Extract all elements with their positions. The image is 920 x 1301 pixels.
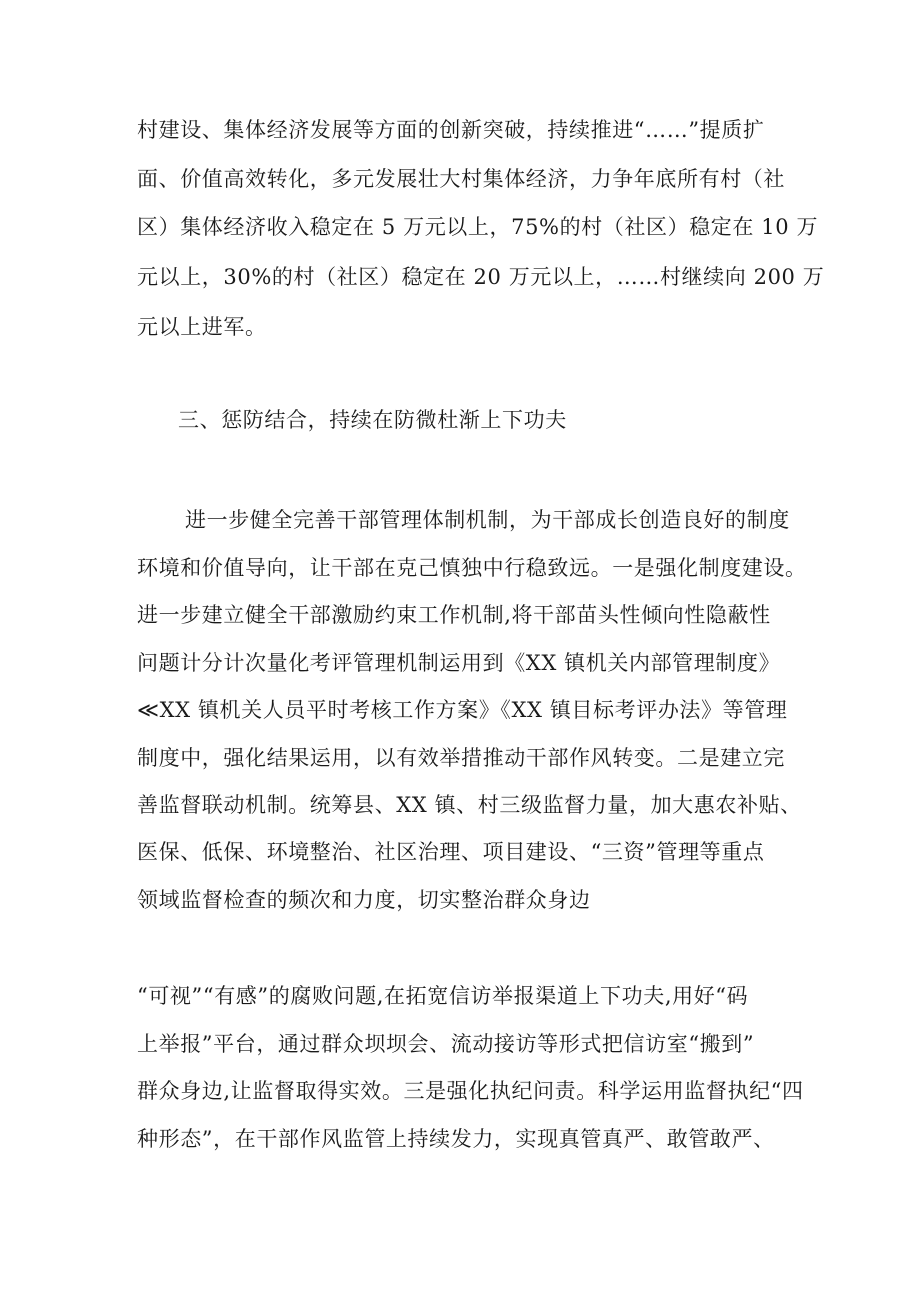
paragraph2-line-6: 制度中，强化结果运用，以有效举措推动干部作风转变。二是建立完 [137, 746, 785, 770]
section-heading: 三、惩防结合，持续在防微杜渐上下功夫 [178, 408, 567, 432]
paragraph1-line-4: 元以上，30%的村（社区）稳定在 20 万元以上，……村继续向 200 万 [137, 265, 825, 289]
paragraph2-line-8: 医保、低保、环境整治、社区治理、项目建设、“三资”管理等重点 [137, 840, 765, 864]
paragraph3-line-4: 种形态”，在干部作风监管上持续发力，实现真管真严、敢管敢严、 [137, 1127, 775, 1151]
paragraph3-line-3: 群众身边,让监督取得实效。三是强化执纪问责。科学运用监督执纪“四 [137, 1079, 804, 1103]
paragraph2-line-1: 进一步健全完善干部管理体制机制，为干部成长创造良好的制度 [185, 508, 790, 532]
paragraph1-line-2: 面、价值高效转化，多元发展壮大村集体经济，力争年底所有村（社 [137, 167, 785, 191]
paragraph3-line-1: “可视”“有感”的腐败问题,在拓宽信访举报渠道上下功夫,用好“码 [137, 984, 749, 1008]
paragraph2-line-9: 领域监督检查的频次和力度，切实整治群众身边 [137, 888, 591, 912]
paragraph2-line-5: ≪XX 镇机关人员平时考核工作方案》《XX 镇目标考评办法》等管理 [137, 698, 788, 722]
paragraph2-line-4: 问题计分计次量化考评管理机制运用到《XX 镇机关内部管理制度》 [137, 651, 781, 675]
paragraph1-line-3: 区）集体经济收入稳定在 5 万元以上，75%的村（社区）稳定在 10 万 [137, 215, 819, 239]
paragraph1-line-5: 元以上进军。 [137, 315, 267, 339]
paragraph2-line-2: 环境和价值导向，让干部在克己慎独中行稳致远。一是强化制度建设。 [137, 556, 807, 580]
paragraph1-line-1: 村建设、集体经济发展等方面的创新突破，持续推进“……”提质扩 [137, 118, 765, 142]
paragraph3-line-2: 上举报”平台，通过群众坝坝会、流动接访等形式把信访室“搬到” [137, 1032, 755, 1056]
paragraph2-line-7: 善监督联动机制。统筹县、XX 镇、村三级监督力量，加大惠农补贴、 [137, 793, 802, 817]
paragraph2-line-3: 进一步建立健全干部激励约束工作机制,将干部苗头性倾向性隐蔽性 [137, 603, 771, 627]
